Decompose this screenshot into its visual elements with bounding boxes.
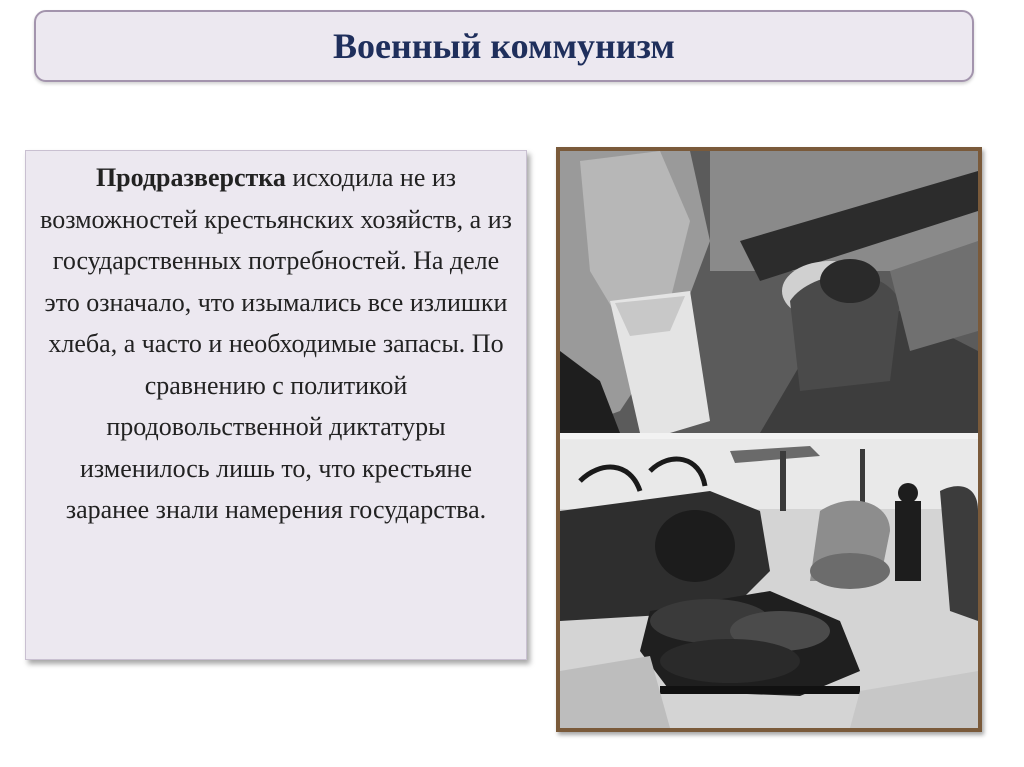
photo-divider (560, 433, 978, 439)
body-text: исходила не из возможностей крестьянских хозяйств, а из государственных потребностей. На деле это означало, что изымались все излишки хлеба, а часто и необходимые запасы. По сравнению с политикой продовольственной диктатуры изменилось лишь то, что крестьяне заранее знали намерения государства. (40, 163, 512, 524)
body-bold-term: Продразверстка (95, 163, 286, 192)
body-paragraph (40, 157, 512, 531)
top-photo (560, 151, 978, 433)
slide-title: Военный коммунизм (333, 26, 675, 66)
photo-illustration (560, 151, 978, 728)
historical-photo (556, 147, 982, 732)
body-text-box (25, 150, 527, 660)
bottom-photo (560, 439, 978, 728)
title-banner (34, 10, 974, 82)
